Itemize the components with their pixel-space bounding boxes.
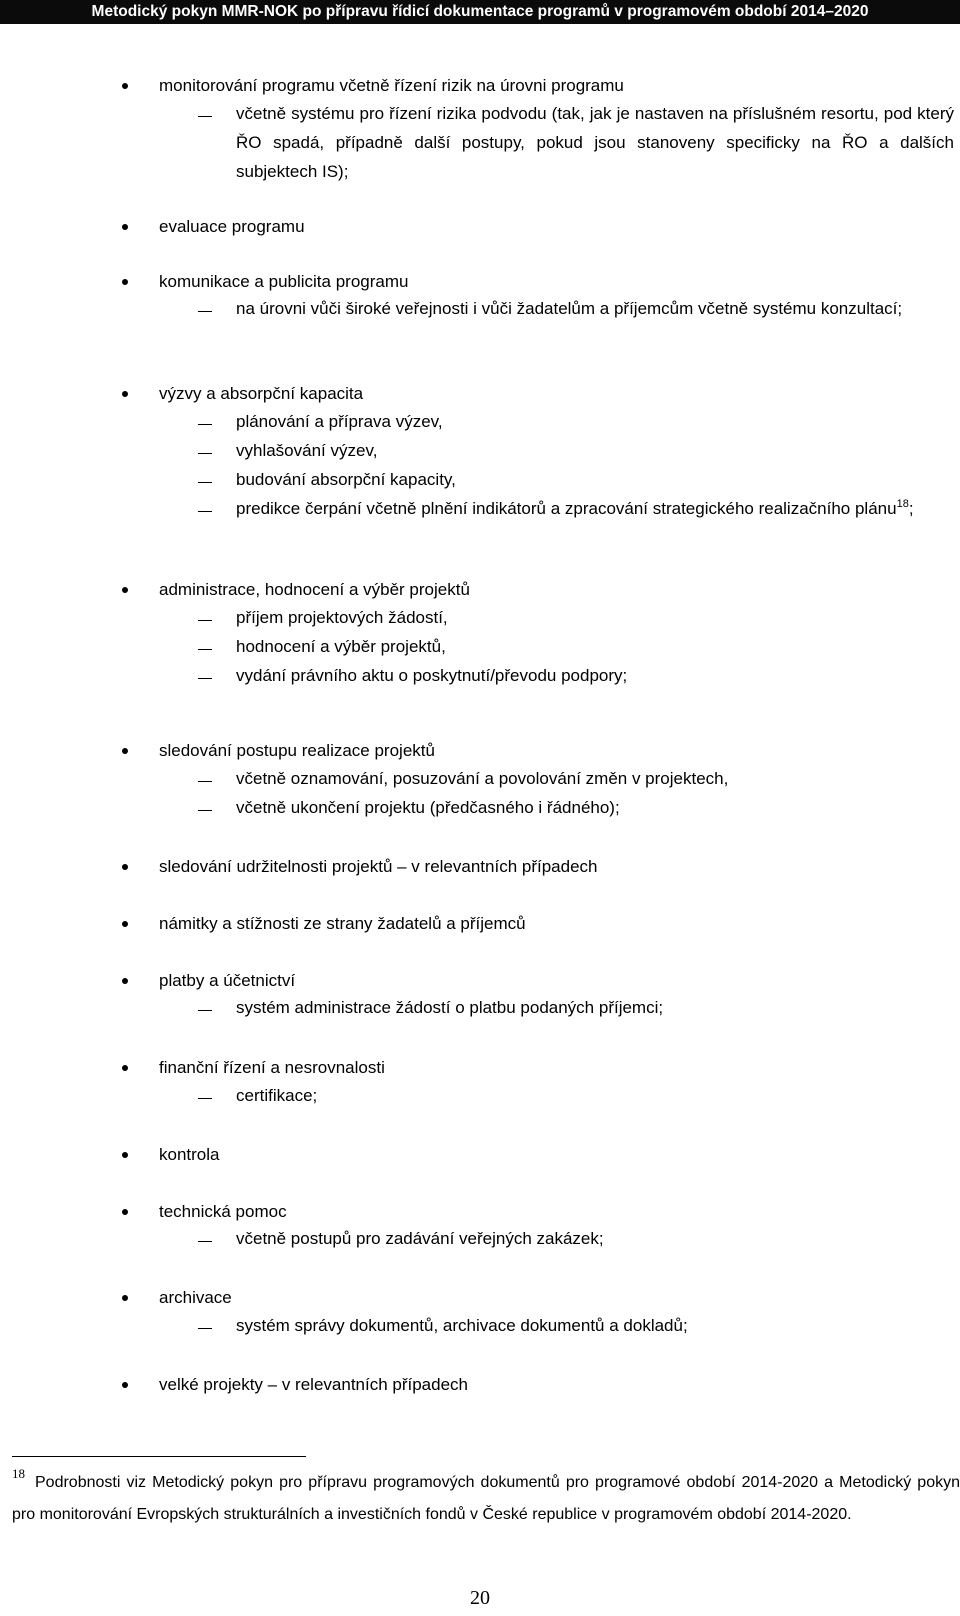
- list-item-text: technická pomoc: [159, 1202, 287, 1221]
- sub-item-body: predikce čerpání včetně plnění indikátorů a zpracování strategického realizačního plánu: [236, 499, 897, 518]
- sub-item-text: příjem projektových žádostí,: [236, 608, 448, 627]
- list-item-text: kontrola: [159, 1145, 220, 1164]
- list-item-text: sledování udržitelnosti projektů – v relevantních případech: [159, 857, 598, 876]
- sub-item-text: včetně oznamování, posuzování a povolování změn v projektech,: [236, 769, 729, 788]
- bullet-icon: [122, 1295, 128, 1301]
- footnote-text: Podrobnosti viz Metodický pokyn pro přípravu programových dokumentů pro programové období 2014-2020 a Metodický pokyn pro monitorování Evropských strukturálních a investičních fondů v České republice v programovém období 2014-2020.: [12, 1474, 960, 1523]
- sub-item-text: vydání právního aktu o poskytnutí/převodu podpory;: [236, 666, 628, 685]
- footnote-ref-suffix: ;: [908, 499, 914, 518]
- bullet-icon: [122, 978, 128, 984]
- list-item-text: sledování postupu realizace projektů: [159, 741, 435, 760]
- bullet-icon: [122, 921, 128, 927]
- sub-item-text: hodnocení a výběr projektů,: [236, 637, 446, 656]
- sub-item-text: [236, 494, 954, 523]
- bullet-icon: [122, 748, 128, 754]
- list-item-text: finanční řízení a nesrovnalosti: [159, 1058, 385, 1077]
- header-title: Metodický pokyn MMR-NOK po přípravu řídicí dokumentace programů v programovém období 2014–2020: [91, 3, 869, 20]
- list-item-text: monitorování programu včetně řízení rizik na úrovni programu: [159, 76, 624, 95]
- list-item-text: velké projekty – v relevantních případech: [159, 1375, 469, 1394]
- dash-icon: [198, 1098, 212, 1099]
- footnote-reference[interactable]: 18: [896, 498, 909, 510]
- dash-icon: [198, 482, 212, 483]
- list-item-text: námitky a stížnosti ze strany žadatelů a příjemců: [159, 914, 526, 933]
- dash-icon: [198, 1241, 212, 1242]
- dash-icon: [198, 1010, 212, 1011]
- dash-icon: [198, 810, 212, 811]
- bullet-icon: [122, 83, 128, 89]
- list-item-text: platby a účetnictví: [159, 971, 296, 990]
- bullet-icon: [122, 279, 128, 285]
- bullet-icon: [122, 1152, 128, 1158]
- list-item-text: evaluace programu: [159, 217, 305, 236]
- dash-icon: [198, 781, 212, 782]
- dash-icon: [198, 511, 212, 512]
- sub-item-text: včetně systému pro řízení rizika podvodu (tak, jak je nastaven na příslušném resortu, pod který ŘO spadá, případně další postupy, pokud jsou stanoveny specificky na ŘO a dalších subjektech IS);: [236, 104, 954, 181]
- list-item-text: komunikace a publicita programu: [159, 272, 409, 291]
- sub-item-text: budování absorpční kapacity,: [236, 470, 456, 489]
- dash-icon: [198, 678, 212, 679]
- sub-item-text: včetně ukončení projektu (předčasného i řádného);: [236, 798, 620, 817]
- sub-item-text: vyhlašování výzev,: [236, 441, 378, 460]
- bullet-icon: [122, 1382, 128, 1388]
- footnote: [12, 1467, 960, 1531]
- list-item-text: administrace, hodnocení a výběr projektů: [159, 580, 470, 599]
- bullet-icon: [122, 391, 128, 397]
- dash-icon: [198, 649, 212, 650]
- dash-icon: [198, 453, 212, 454]
- dash-icon: [198, 424, 212, 425]
- list-item-text: výzvy a absorpční kapacita: [159, 384, 364, 403]
- footnote-separator: [12, 1456, 306, 1457]
- bullet-icon: [122, 864, 128, 870]
- bullet-icon: [122, 587, 128, 593]
- footnote-mark: 18: [12, 1466, 25, 1481]
- sub-item-text: plánování a příprava výzev,: [236, 412, 443, 431]
- dash-icon: [198, 116, 212, 117]
- sub-item-text: včetně postupů pro zadávání veřejných zakázek;: [236, 1229, 604, 1248]
- list-item-text: archivace: [159, 1288, 232, 1307]
- dash-icon: [198, 620, 212, 621]
- sub-item-text: na úrovni vůči široké veřejnosti i vůči žadatelům a příjemcům včetně systému konzultací;: [236, 299, 903, 318]
- sub-item-text: certifikace;: [236, 1086, 318, 1105]
- document-header: [0, 0, 960, 24]
- bullet-icon: [122, 1209, 128, 1215]
- dash-icon: [198, 1328, 212, 1329]
- sub-item-text: systém správy dokumentů, archivace dokumentů a dokladů;: [236, 1316, 688, 1335]
- bullet-icon: [122, 1065, 128, 1071]
- sub-item-text: systém administrace žádostí o platbu podaných příjemci;: [236, 998, 664, 1017]
- page-number: 20: [470, 1587, 490, 1609]
- dash-icon: [198, 311, 212, 312]
- bullet-icon: [122, 224, 128, 230]
